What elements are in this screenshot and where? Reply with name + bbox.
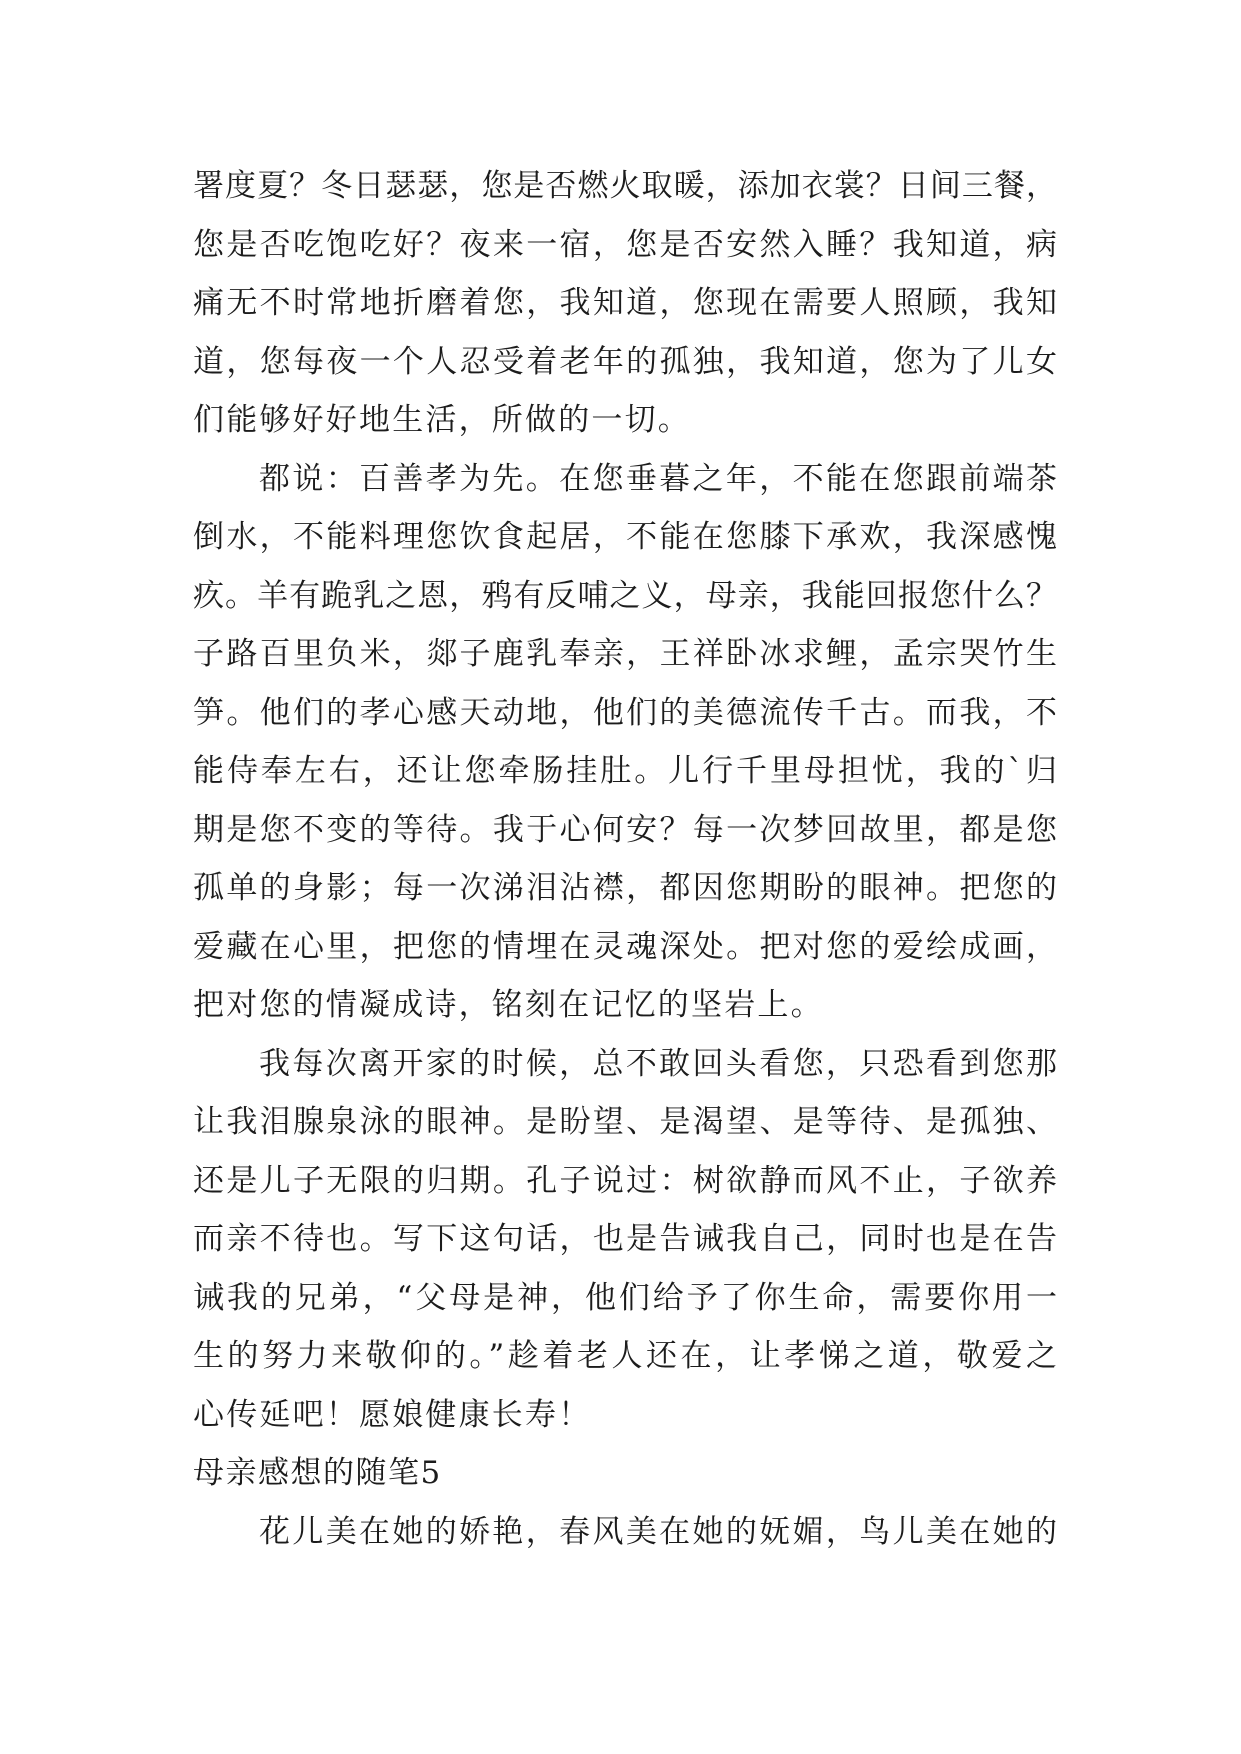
text-line: 我每次离开家的时候，总不敢回头看您，只恐看到您那: [259, 1045, 1057, 1082]
text-line: 期是您不变的等待。我于心何安？每一次梦回故里，都是您: [193, 811, 1057, 848]
document-body: [193, 157, 1057, 1561]
text-line: 笋。他们的孝心感天动地，他们的美德流传千古。而我，不: [193, 694, 1057, 731]
text-line: 爱藏在心里，把您的情埋在灵魂深处。把对您的爱绘成画，: [193, 928, 1057, 965]
text-line: 署度夏？冬日瑟瑟，您是否燃火取暖，添加衣裳？日间三餐，: [193, 168, 1057, 204]
text-line: 孤单的身影；每一次涕泪沾襟，都因您期盼的眼神。把您的: [193, 870, 1057, 906]
section-title: 母亲感想的随笔5: [193, 1455, 442, 1491]
text-line: 而亲不待也。写下这句话，也是告诫我自己，同时也是在告: [193, 1221, 1057, 1257]
text-line: 让我泪腺泉泳的眼神。是盼望、是渴望、是等待、是孤独、: [193, 1104, 1057, 1140]
text-line: 把对您的情凝成诗，铭刻在记忆的坚岩上。: [193, 987, 824, 1023]
text-line: 花儿美在她的娇艳，春风美在她的妩媚，鸟儿美在她的: [259, 1513, 1057, 1550]
text-line: 们能够好好地生活，所做的一切。: [193, 402, 691, 438]
paragraph: [193, 450, 1057, 1035]
text-line: 道，您每夜一个人忍受着老年的孤独，我知道，您为了儿女: [193, 343, 1057, 380]
paragraph: [193, 1503, 1057, 1562]
text-line: 痛无不时常地折磨着您，我知道，您现在需要人照顾，我知: [193, 285, 1057, 321]
text-line: 诫我的兄弟，“父母是神，他们给予了你生命，需要你用一: [193, 1279, 1057, 1316]
text-line: 疚。羊有跪乳之恩，鸦有反哺之义，母亲，我能回报您什么？: [193, 577, 1057, 614]
text-line: 您是否吃饱吃好？夜来一宿，您是否安然入睡？我知道，病: [193, 226, 1057, 263]
paragraph: [193, 157, 1057, 450]
text-line: 子路百里负米，郯子鹿乳奉亲，王祥卧冰求鲤，孟宗哭竹生: [193, 636, 1057, 672]
text-line: 都说：百善孝为先。在您垂暮之年，不能在您跟前端茶: [259, 460, 1057, 497]
text-line: 能侍奉左右，还让您牵肠挂肚。儿行千里母担忧，我的`归: [193, 753, 1057, 789]
text-line: 还是儿子无限的归期。孔子说过：树欲静而风不止，子欲养: [193, 1162, 1057, 1199]
text-line: 生的努力来敬仰的。”趁着老人还在，让孝悌之道，敬爱之: [193, 1338, 1057, 1374]
text-line: 倒水，不能料理您饮食起居，不能在您膝下承欢，我深感愧: [193, 519, 1057, 555]
paragraph: [193, 1035, 1057, 1445]
text-line: 心传延吧！愿娘健康长寿！: [193, 1396, 592, 1433]
